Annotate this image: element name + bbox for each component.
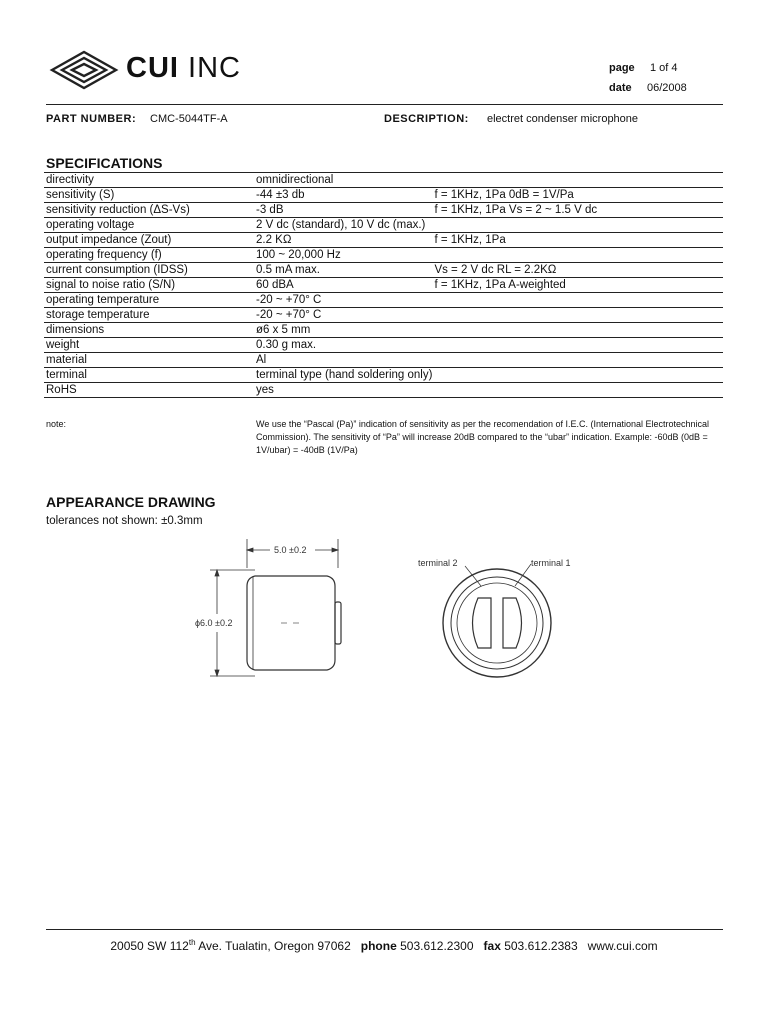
terminal-2-label: terminal 2 bbox=[418, 558, 458, 568]
spec-value: terminal type (hand soldering only) bbox=[256, 369, 433, 381]
microphone-side-view bbox=[247, 576, 341, 670]
spec-row bbox=[44, 338, 723, 353]
spec-condition bbox=[432, 173, 723, 188]
address-city: Ave. Tualatin, Oregon 97062 bbox=[195, 939, 351, 953]
spec-value: Al bbox=[254, 353, 432, 368]
spec-value: -20 ~ +70° C bbox=[254, 308, 432, 323]
length-dimension-label: 5.0 ±0.2 bbox=[274, 545, 307, 555]
spec-row bbox=[44, 293, 723, 308]
fax-label: fax bbox=[483, 939, 501, 953]
spec-param: RoHS bbox=[44, 383, 254, 398]
spec-condition: f = 1KHz, 1Pa bbox=[432, 233, 723, 248]
date-label: date bbox=[609, 82, 632, 94]
cui-logo-icon bbox=[48, 46, 120, 92]
spec-condition: f = 1KHz, 1Pa A-weighted bbox=[432, 278, 723, 293]
terminal-1-label: terminal 1 bbox=[531, 558, 571, 568]
spec-value: 100 ~ 20,000 Hz bbox=[254, 248, 432, 263]
spec-param: sensitivity (S) bbox=[44, 188, 254, 203]
specifications-heading bbox=[46, 155, 162, 171]
spec-param: material bbox=[44, 353, 254, 368]
spec-param: terminal bbox=[44, 368, 254, 383]
diameter-dimension-label: ϕ6.0 ±0.2 bbox=[195, 618, 233, 628]
page-value: 1 of 4 bbox=[650, 62, 678, 74]
spec-value: -20 ~ +70° C bbox=[254, 293, 432, 308]
specifications-table bbox=[44, 172, 723, 398]
part-number-label: PART NUMBER: bbox=[46, 113, 137, 125]
spec-param: sensitivity reduction (ΔS-Vs) bbox=[44, 203, 254, 218]
company-logo-text bbox=[126, 54, 241, 83]
spec-condition bbox=[432, 248, 723, 263]
spec-row bbox=[44, 383, 723, 398]
spec-row bbox=[44, 323, 723, 338]
spec-value: ø6 x 5 mm bbox=[254, 323, 432, 338]
spec-condition: Vs = 2 V dc RL = 2.2KΩ bbox=[432, 263, 723, 278]
spec-row bbox=[44, 353, 723, 368]
appearance-drawing bbox=[185, 534, 605, 704]
spec-value: -44 ±3 db bbox=[254, 188, 432, 203]
appearance-heading bbox=[46, 494, 216, 510]
date-value: 06/2008 bbox=[647, 82, 687, 94]
spec-param: operating temperature bbox=[44, 293, 254, 308]
spec-row bbox=[44, 263, 723, 278]
phone-label: phone bbox=[360, 939, 397, 953]
page-indicator bbox=[609, 63, 635, 74]
spec-condition bbox=[432, 308, 723, 323]
spec-value: 0.5 mA max. bbox=[254, 263, 432, 278]
spec-condition: f = 1KHz, 1Pa Vs = 2 ~ 1.5 V dc bbox=[432, 203, 723, 218]
spec-row bbox=[44, 308, 723, 323]
spec-row bbox=[44, 218, 723, 233]
spec-param: dimensions bbox=[44, 323, 254, 338]
description-label: DESCRIPTION: bbox=[384, 113, 469, 125]
spec-value: omnidirectional bbox=[254, 173, 432, 188]
fax-value: 503.612.2383 bbox=[500, 939, 578, 953]
spec-param: operating frequency (f) bbox=[44, 248, 254, 263]
appearance-title: APPEARANCE DRAWING bbox=[46, 494, 216, 510]
spec-condition bbox=[432, 323, 723, 338]
spec-condition bbox=[432, 353, 723, 368]
spec-row bbox=[44, 248, 723, 263]
spec-row bbox=[44, 368, 723, 383]
spec-row bbox=[44, 278, 723, 293]
spec-param: storage temperature bbox=[44, 308, 254, 323]
spec-param: weight bbox=[44, 338, 254, 353]
address-sup: th bbox=[188, 938, 196, 947]
spec-value: 2.2 KΩ bbox=[254, 233, 432, 248]
spec-value: 2 V dc (standard), 10 V dc (max.) bbox=[254, 218, 432, 233]
tolerance-note: tolerances not shown: ±0.3mm bbox=[46, 515, 203, 527]
description-value: electret condenser microphone bbox=[487, 113, 639, 125]
spec-value: -3 dB bbox=[254, 203, 432, 218]
spec-row bbox=[44, 188, 723, 203]
spec-param: directivity bbox=[44, 173, 254, 188]
page-label: page bbox=[609, 62, 635, 74]
note-text: We use the “Pascal (Pa)” indication of sensitivity as per the recomendation of I.E.C. (International Electrotechnical Commission). The sensitivity of “Pa” will increase 20dB compared to the “ubar” indication. Example: -60dB (0dB = 1V/ubar) = -40dB (1V/Pa) bbox=[256, 419, 710, 455]
spec-value: 0.30 g max. bbox=[254, 338, 432, 353]
spec-param: current consumption (IDSS) bbox=[44, 263, 254, 278]
note-label: note: bbox=[46, 419, 67, 429]
footer-divider bbox=[46, 929, 723, 930]
spec-value: yes bbox=[254, 383, 432, 398]
spec-param: signal to noise ratio (S/N) bbox=[44, 278, 254, 293]
spec-param: output impedance (Zout) bbox=[44, 233, 254, 248]
logo-bold: CUI bbox=[126, 52, 179, 84]
header-divider bbox=[46, 104, 723, 105]
spec-row bbox=[44, 203, 723, 218]
spec-condition: f = 1KHz, 1Pa 0dB = 1V/Pa bbox=[432, 188, 723, 203]
footer-address bbox=[0, 938, 768, 953]
spec-param: operating voltage bbox=[44, 218, 254, 233]
spec-condition bbox=[432, 338, 723, 353]
microphone-front-view bbox=[443, 564, 551, 677]
spec-row bbox=[44, 173, 723, 188]
part-number-value: CMC-5044TF-A bbox=[150, 113, 228, 125]
phone-value: 503.612.2300 bbox=[396, 939, 474, 953]
spec-condition bbox=[432, 383, 723, 398]
spec-condition bbox=[432, 218, 723, 233]
spec-condition bbox=[432, 368, 723, 383]
spec-value: 60 dBA bbox=[254, 278, 432, 293]
spec-condition bbox=[432, 293, 723, 308]
specifications-title: SPECIFICATIONS bbox=[46, 155, 163, 171]
date-indicator bbox=[609, 83, 632, 94]
logo-light: INC bbox=[188, 52, 241, 84]
address-line: 20050 SW 112 bbox=[110, 939, 189, 953]
spec-row bbox=[44, 233, 723, 248]
website-link[interactable]: www.cui.com bbox=[587, 939, 658, 953]
